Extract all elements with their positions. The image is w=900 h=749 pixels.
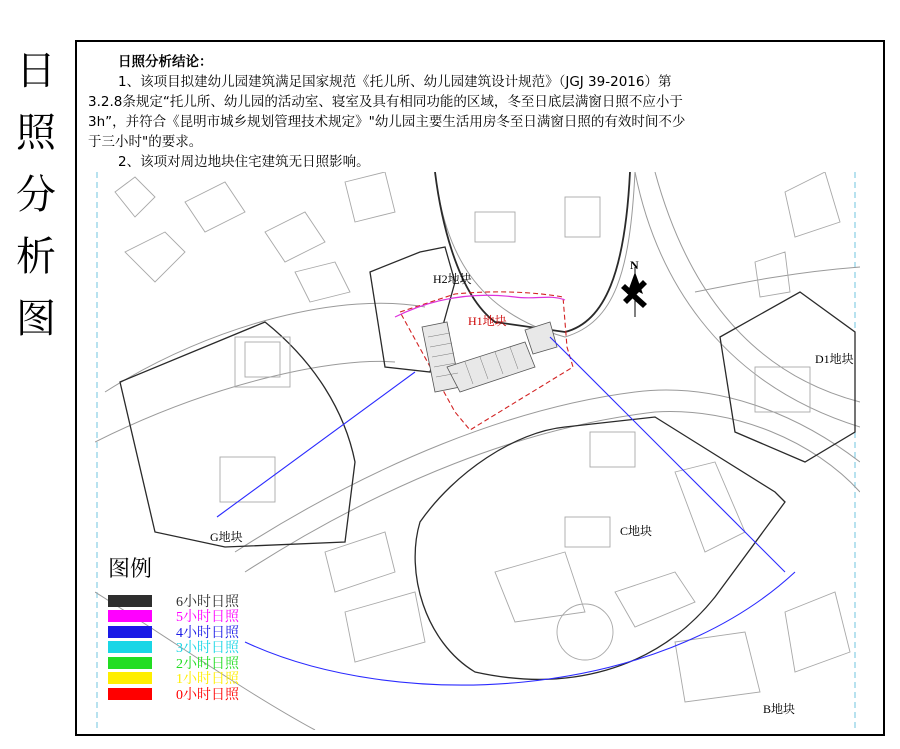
building-nw-1 <box>125 232 185 282</box>
sunlight-line-4h-west <box>217 372 415 517</box>
legend-swatch <box>108 641 152 653</box>
note-line: 1、该项目拟建幼儿园建筑满足国家规范《托儿所、幼儿园建筑设计规范》（JGJ 39-2016）第 <box>118 74 672 90</box>
analysis-notes <box>88 52 878 172</box>
building-c-4 <box>495 552 585 622</box>
notes-heading: 日照分析结论： <box>118 54 213 70</box>
building-c-3 <box>675 462 745 552</box>
legend-label: 1小时日照 <box>176 672 239 688</box>
building-ne-1 <box>785 172 840 237</box>
plot-top-boundary <box>435 172 630 332</box>
plot-label-d1: D1地块 <box>815 352 854 366</box>
building-c-2 <box>565 517 610 547</box>
plot-label-c: C地块 <box>620 524 653 538</box>
plot-g-boundary <box>120 322 355 547</box>
plot-label-h2: H2地块 <box>433 272 472 286</box>
note-line: 3h”，并符合《昆明市城乡规划管理技术规定》"幼儿园主要生活用房冬至日满窗日照的有效时间不少 <box>88 114 686 130</box>
note-line: 于三小时"的要求。 <box>88 134 203 150</box>
building-c-5 <box>615 572 695 627</box>
road-east <box>695 267 860 292</box>
building-sw-2 <box>345 592 425 662</box>
plot-label-h1: H1地块 <box>468 314 507 328</box>
building-nw-3 <box>265 212 325 262</box>
title-char: 析 <box>16 234 56 280</box>
title-char: 日 <box>16 48 56 94</box>
north-arrow <box>621 267 647 317</box>
legend-label: 2小时日照 <box>176 656 239 672</box>
building-d1 <box>755 367 810 412</box>
title-char: 分 <box>16 172 56 218</box>
plot-d1-boundary <box>720 292 855 462</box>
building-nw-2 <box>185 182 245 232</box>
note-line: 2、该项对周边地块住宅建筑无日照影响。 <box>118 154 370 170</box>
building-se-1 <box>675 632 760 702</box>
building-far-nw <box>115 177 155 217</box>
legend-swatch <box>108 657 152 669</box>
plot-label-g: G地块 <box>210 530 243 544</box>
legend-swatch <box>108 610 152 622</box>
legend-label: 3小时日照 <box>176 641 239 657</box>
legend <box>108 552 239 702</box>
building-sw-1 <box>325 532 395 592</box>
legend-swatch <box>108 672 152 684</box>
road-right <box>635 172 860 427</box>
note-line: 3.2.8条规定“托儿所、幼儿园的活动室、寝室及具有相同功能的区域，冬至日底层满窗日照不应小于 <box>88 94 683 110</box>
title-char: 图 <box>16 296 56 342</box>
building-square <box>245 342 280 377</box>
kindergarten-wing-south <box>447 342 535 392</box>
building-n-2 <box>475 212 515 242</box>
road-curve-top <box>435 172 635 337</box>
building-n-3 <box>565 197 600 237</box>
building-n-1 <box>345 172 395 222</box>
sunlight-line-4h-south <box>245 572 795 685</box>
plot-label-b: B地块 <box>763 702 796 716</box>
sunlight-line-4h-east <box>550 337 785 572</box>
building-ne-2 <box>755 252 790 297</box>
legend-rows <box>108 593 239 702</box>
building-nw-4 <box>295 262 350 302</box>
north-label: N <box>630 258 639 272</box>
legend-title: 图例 <box>108 557 153 582</box>
legend-swatch <box>108 688 152 700</box>
road-right-2 <box>655 172 860 402</box>
legend-label: 6小时日照 <box>176 594 239 610</box>
legend-label: 5小时日照 <box>176 610 239 626</box>
title-char: 照 <box>16 110 56 156</box>
building-square-outer <box>235 337 290 387</box>
building-se-2 <box>785 592 850 672</box>
kindergarten-building <box>422 322 557 392</box>
legend-swatch <box>108 626 152 638</box>
legend-item <box>108 686 239 702</box>
legend-swatch <box>108 595 152 607</box>
vertical-title <box>8 40 64 350</box>
legend-label: 4小时日照 <box>176 625 239 641</box>
building-c-1 <box>590 432 635 467</box>
plot-c-boundary <box>415 417 785 679</box>
legend-label: 0小时日照 <box>176 687 239 703</box>
